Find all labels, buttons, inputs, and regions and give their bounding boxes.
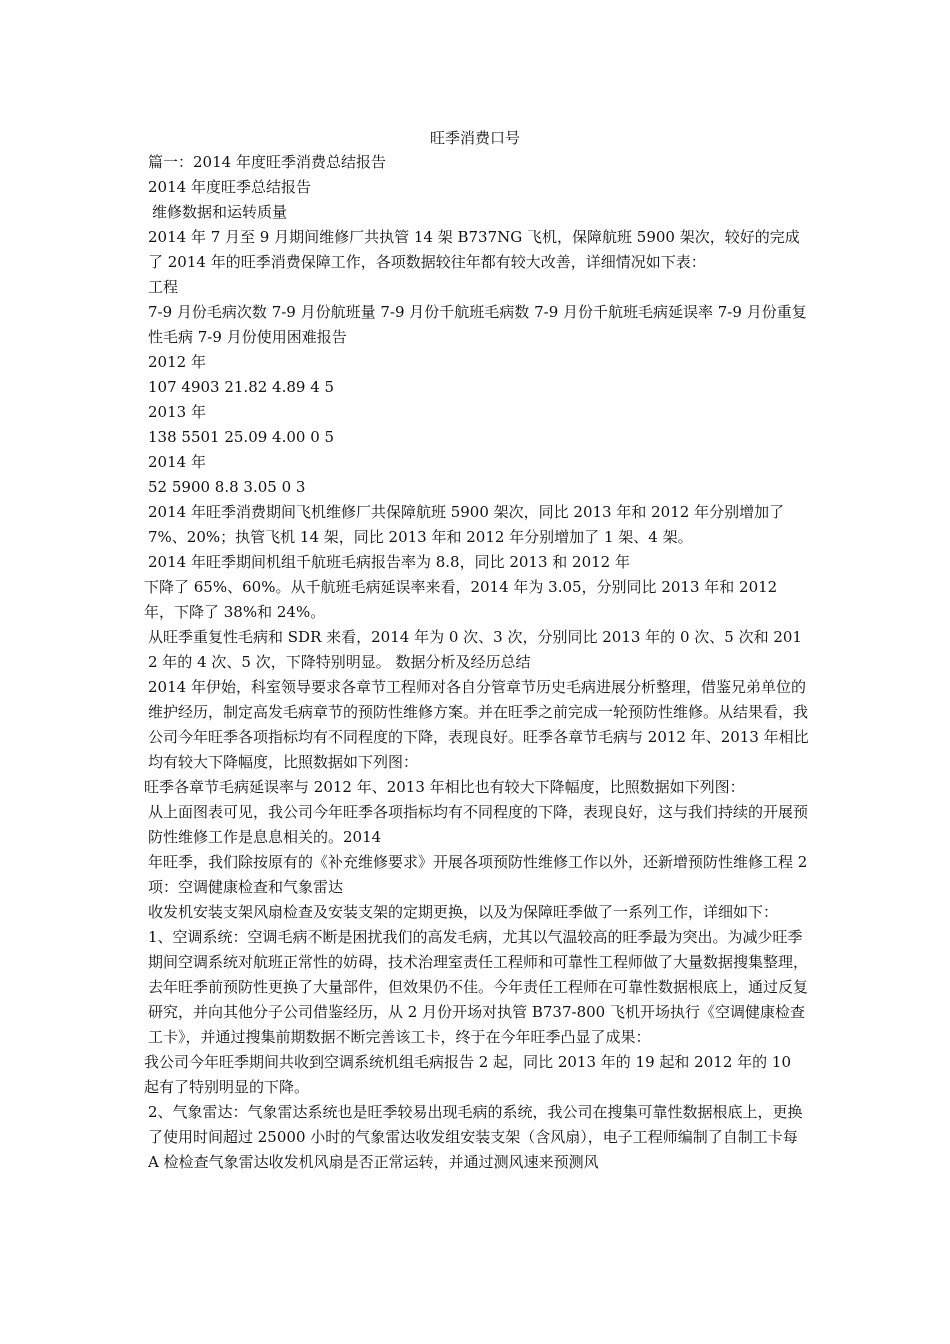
paragraph: 2012 年 <box>148 353 206 371</box>
paragraph: 2014 年 <box>148 453 206 471</box>
paragraph: 我公司今年旺季期间共收到空调系统机组毛病报告 2 起，同比 2013 年的 19 起和 2012 年的 10 起有了特别明显的下降。 <box>144 1053 791 1096</box>
document-body <box>144 150 810 1175</box>
paragraph: 从上面图表可见，我公司今年旺季各项指标均有不同程度的下降，表现良好，这与我们持续的开展预防性维修工作是息息相关的。2014 <box>148 803 809 846</box>
paragraph: 旺季各章节毛病延误率与 2012 年、2013 年相比也有较大下降幅度，比照数据如下列图： <box>144 778 745 796</box>
paragraph: 年旺季，我们除按原有的《补充维修要求》开展各项预防性维修工作以外，还新增预防性维修工程 2 项：空调健康检查和气象雷达 <box>148 853 808 896</box>
paragraph: 2、气象雷达：气象雷达系统也是旺季较易出现毛病的系统，我公司在搜集可靠性数据根底上，更换了使用时间超过 25000 小时的气象雷达收发组安装支架（含风扇），电子工程师编制了自制工卡每 A 检检查气象雷达收发机风扇是否正常运转，并通过测风速来预测风 <box>148 1103 803 1171</box>
paragraph: 工程 <box>148 278 179 296</box>
paragraph: 篇一：2014 年度旺季消费总结报告 <box>148 153 386 171</box>
paragraph: 2014 年旺季期间机组千航班毛病报告率为 8.8，同比 2013 和 2012 年 <box>148 553 630 571</box>
paragraph: 1、空调系统：空调毛病不断是困扰我们的高发毛病，尤其以气温较高的旺季最为突出。为减少旺季期间空调系统对航班正常性的妨碍，技术治理室责任工程师和可靠性工程师做了大量数据搜集整理，去年旺季前预防性更换了大量部件，但效果仍不佳。今年责任工程师在可靠性数据根底上，通过反复研究，并向其他分子公司借鉴经历，从 2 月份开场对执管 B737-800 飞机开场执行《空调健康检查工卡》，并通过搜集前期数据不断完善该工卡，终于在今年旺季凸显了成果： <box>148 928 809 1046</box>
paragraph: 138 5501 25.09 4.00 0 5 <box>148 428 335 446</box>
document-title: 旺季消费口号 <box>429 129 520 147</box>
paragraph: 2014 年度旺季总结报告 <box>148 178 311 196</box>
paragraph: 7-9 月份毛病次数 7-9 月份航班量 7-9 月份千航班毛病数 7-9 月份千航班毛病延误率 7-9 月份重复性毛病 7-9 月份使用困难报告 <box>148 303 807 346</box>
paragraph: 52 5900 8.8 3.05 0 3 <box>148 478 306 496</box>
paragraph: 从旺季重复性毛病和 SDR 来看，2014 年为 0 次、3 次，分别同比 2013 年的 0 次、5 次和 2012 年的 4 次、5 次，下降特别明显。 数据分析及经历总结 <box>148 628 802 671</box>
paragraph: 2014 年 7 月至 9 月期间维修厂共执管 14 架 B737NG 飞机，保障航班 5900 架次，较好的完成了 2014 年的旺季消费保障工作，各项数据较往年都有较大改善，详细情况如下表： <box>148 228 800 271</box>
paragraph: 收发机安装支架风扇检查及安装支架的定期更换，以及为保障旺季做了一系列工作，详细如下： <box>148 903 779 921</box>
paragraph: 107 4903 21.82 4.89 4 5 <box>148 378 335 396</box>
paragraph: 维修数据和运转质量 <box>152 203 288 221</box>
paragraph: 下降了 65%、60%。从千航班毛病延误率来看，2014 年为 3.05，分别同比 2013 年和 2012 年，下降了 38%和 24%。 <box>144 578 778 621</box>
paragraph: 2014 年旺季消费期间飞机维修厂共保障航班 5900 架次，同比 2013 年和 2012 年分别增加了 7%、20%；执管飞机 14 架，同比 2013 年和 2012 年分别增加了 1 架、4 架。 <box>148 503 785 546</box>
paragraph: 2013 年 <box>148 403 206 421</box>
paragraph: 2014 年伊始，科室领导要求各章节工程师对各自分管章节历史毛病进展分析整理，借鉴兄弟单位的维护经历，制定高发毛病章节的预防性维修方案。并在旺季之前完成一轮预防性维修。从结果看，我公司今年旺季各项指标均有不同程度的下降，表现良好。旺季各章节毛病与 2012 年、2013 年相比均有较大下降幅度，比照数据如下列图： <box>148 678 809 771</box>
